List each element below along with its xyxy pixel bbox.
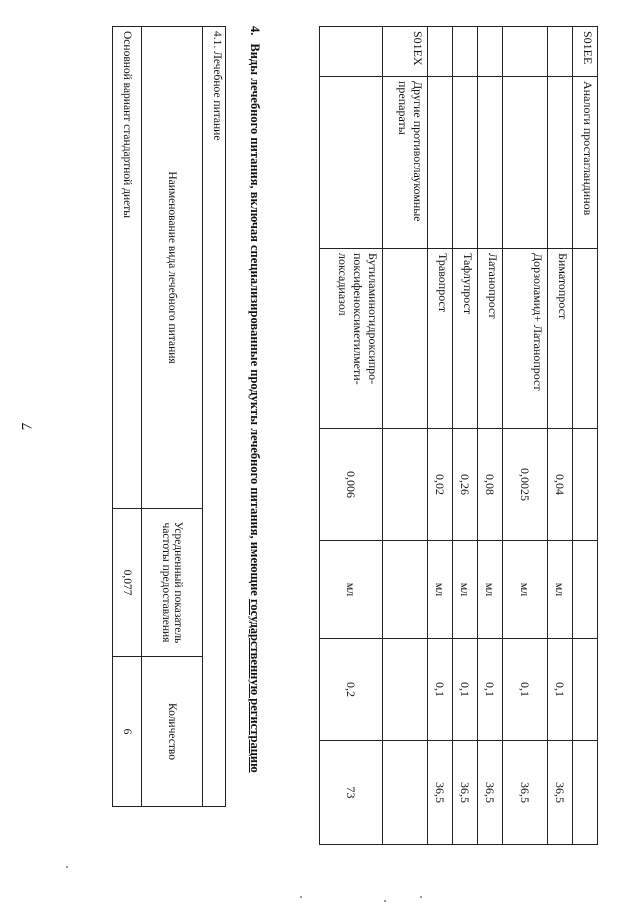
scan-speck xyxy=(66,866,68,868)
table-row xyxy=(548,27,573,845)
total-dose xyxy=(383,741,428,845)
atc-code xyxy=(548,27,573,77)
section-title: Виды лечебного питания, включая специализированные продукты лечебного питания, имеющие xyxy=(248,43,262,596)
diet-quantity: 6 xyxy=(113,657,142,807)
table-row xyxy=(503,27,548,845)
atc-code: S01EX xyxy=(383,27,428,77)
table-row xyxy=(478,27,503,845)
drug-table xyxy=(319,26,598,845)
total-dose: 36,5 xyxy=(453,741,478,845)
diet-subheading: 4.1. Лечебное питание xyxy=(203,27,226,807)
unit: мл xyxy=(503,541,548,639)
page-number: 7 xyxy=(19,422,36,431)
group-name xyxy=(453,77,478,249)
group-name: Аналоги простагландинов xyxy=(573,77,598,249)
drug-name xyxy=(573,249,598,429)
header-diet-name: Наименование вида лечебного питания xyxy=(142,27,203,509)
table-row xyxy=(320,27,383,845)
dose-value: 0,08 xyxy=(478,429,503,541)
drug-name: Тафлупрост xyxy=(453,249,478,429)
frequency: 0,1 xyxy=(503,639,548,741)
table-row xyxy=(113,27,142,807)
atc-code xyxy=(320,27,383,77)
group-name xyxy=(320,77,383,249)
total-dose: 73 xyxy=(320,741,383,845)
group-name xyxy=(503,77,548,249)
table-row xyxy=(428,27,453,845)
rotated-page-content xyxy=(58,26,598,846)
drug-name xyxy=(383,249,428,429)
section-title-underlined: государственную регистрацию xyxy=(248,598,262,773)
drug-name: Травопрост xyxy=(428,249,453,429)
scan-speck xyxy=(300,896,302,898)
atc-code xyxy=(453,27,478,77)
group-name xyxy=(478,77,503,249)
header-quantity: Количество xyxy=(142,657,203,807)
frequency: 0,2 xyxy=(320,639,383,741)
group-name xyxy=(428,77,453,249)
total-dose: 36,5 xyxy=(478,741,503,845)
unit: мл xyxy=(320,541,383,639)
unit: мл xyxy=(548,541,573,639)
atc-code xyxy=(478,27,503,77)
total-dose: 36,5 xyxy=(428,741,453,845)
dose-value: 0,006 xyxy=(320,429,383,541)
drug-name: Бутиламиногидроксипро-поксифеноксиметилмети-локсадиазол xyxy=(320,249,383,429)
frequency: 0,1 xyxy=(478,639,503,741)
diet-frequency: 0,077 xyxy=(113,509,142,657)
atc-code xyxy=(428,27,453,77)
table-row xyxy=(453,27,478,845)
unit xyxy=(383,541,428,639)
dose-value xyxy=(573,429,598,541)
scan-speck xyxy=(384,900,386,902)
section-number: 4. xyxy=(248,26,262,36)
dose-value: 0,26 xyxy=(453,429,478,541)
drug-name: Биматопрост xyxy=(548,249,573,429)
dose-value: 0,0025 xyxy=(503,429,548,541)
frequency: 0,1 xyxy=(453,639,478,741)
table-header-row xyxy=(142,27,203,807)
frequency xyxy=(383,639,428,741)
table-row xyxy=(383,27,428,845)
table-row xyxy=(573,27,598,845)
dose-value xyxy=(383,429,428,541)
scan-speck xyxy=(420,896,422,898)
frequency: 0,1 xyxy=(548,639,573,741)
total-dose: 36,5 xyxy=(548,741,573,845)
atc-code: S01EE xyxy=(573,27,598,77)
unit: мл xyxy=(478,541,503,639)
group-name: Другие противоглаукомные препараты xyxy=(383,77,428,249)
total-dose xyxy=(573,741,598,845)
group-name xyxy=(548,77,573,249)
section-heading xyxy=(247,26,262,836)
header-frequency: Усредненный показатель частоты предоставления xyxy=(142,509,203,657)
frequency xyxy=(573,639,598,741)
drug-name: Дорзоламид+ Латанопрост xyxy=(503,249,548,429)
dose-value: 0,04 xyxy=(548,429,573,541)
atc-code xyxy=(503,27,548,77)
frequency: 0,1 xyxy=(428,639,453,741)
drug-name: Латанопрост xyxy=(478,249,503,429)
total-dose: 36,5 xyxy=(503,741,548,845)
unit: мл xyxy=(428,541,453,639)
diet-table xyxy=(112,26,226,807)
dose-value: 0,02 xyxy=(428,429,453,541)
unit: мл xyxy=(453,541,478,639)
diet-name: Основной вариант стандартной диеты xyxy=(113,27,142,509)
unit xyxy=(573,541,598,639)
